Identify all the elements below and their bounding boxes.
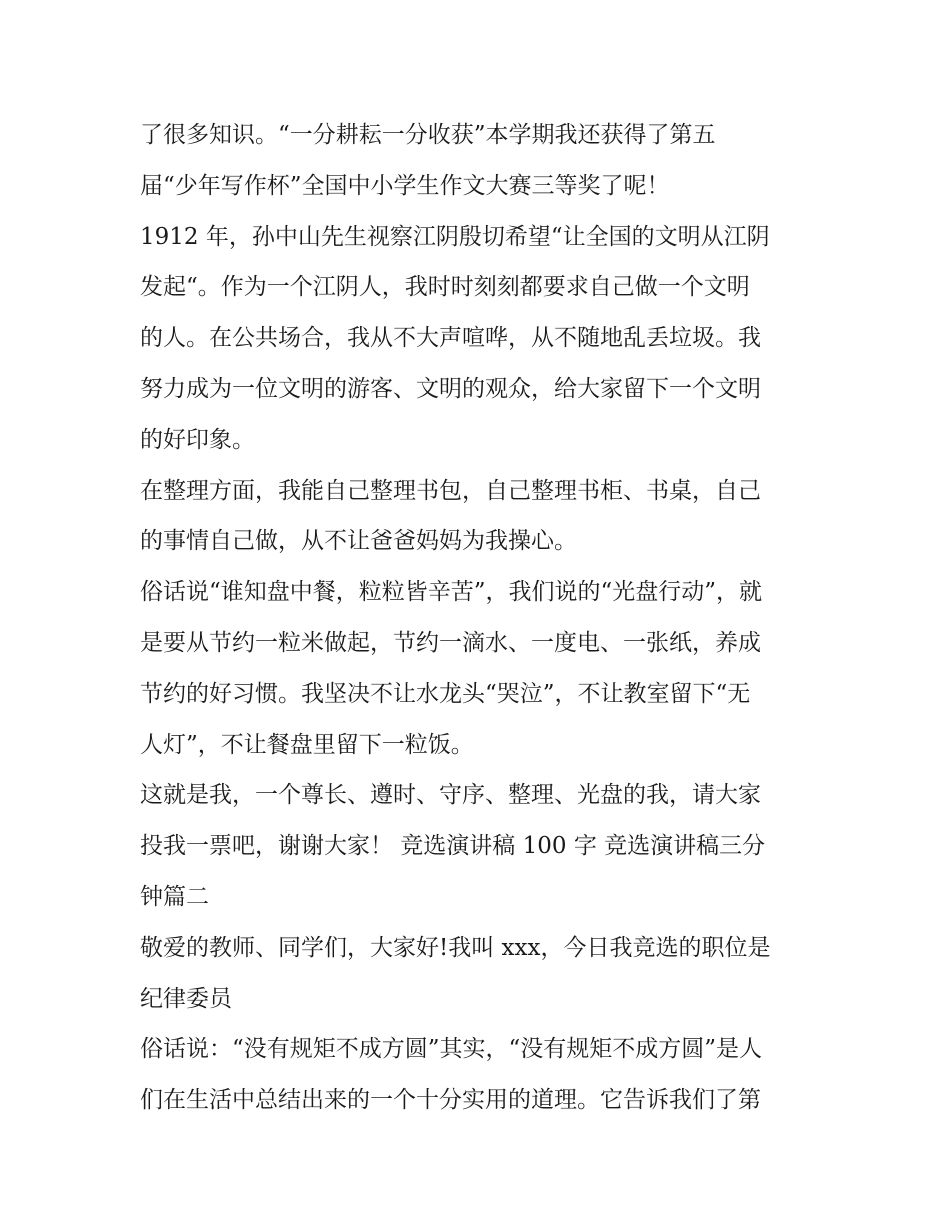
text-line: 人灯”，不让餐盘里留下一粒饭。 [140,731,474,758]
text-line: 的人。在公共场合，我从不大声喧哗，从不随地乱丢垃圾。我 [140,325,761,352]
text-line: 在整理方面，我能自己整理书包，自己整理书柜、书桌，自己 [140,477,761,504]
text-line: 钟篇二 [140,883,209,910]
document-body [140,110,820,1126]
text-line: 俗话说“谁知盘中餐，粒粒皆辛苦”，我们说的“光盘行动”，就 [140,579,763,606]
text-line: 发起“。作为一个江阴人，我时时刻刻都要求自己做一个文明 [140,274,750,301]
text-line: 们在生活中总结出来的一个十分实用的道理。它告诉我们了第 [140,1087,761,1114]
text-line: 的事情自己做，从不让爸爸妈妈为我操心。 [140,528,577,555]
text-line: 纪律委员 [140,985,232,1012]
text-line: 敬爱的教师、同学们，大家好!我叫 xxx，今日我竞选的职位是 [140,934,771,961]
text-line: 是要从节约一粒米做起，节约一滴水、一度电、一张纸，养成 [140,629,761,656]
text-line: 俗话说：“没有规矩不成方圆”其实，“没有规矩不成方圆”是人 [140,1036,763,1063]
text-line: 了很多知识。“一分耕耘一分收获”本学期我还获得了第五 [140,122,716,148]
text-line: 这就是我，一个尊长、遵时、守序、整理、光盘的我，请大家 [140,782,761,809]
text-line: 努力成为一位文明的游客、文明的观众，给大家留下一个文明 [140,375,761,402]
text-line: 节约的好习惯。我坚决不让水龙头“哭泣”，不让教室留下“无 [140,680,751,707]
text-line: 的好印象。 [140,426,255,453]
text-line: 1912 年，孙中山先生视察江阴殷切希望“让全国的文明从江阴 [140,223,770,250]
text-line: 投我一票吧，谢谢大家！ 竞选演讲稿 100 字 竞选演讲稿三分 [140,833,766,860]
text-line: 届“少年写作杯”全国中小学生作文大赛三等奖了呢！ [140,172,670,199]
